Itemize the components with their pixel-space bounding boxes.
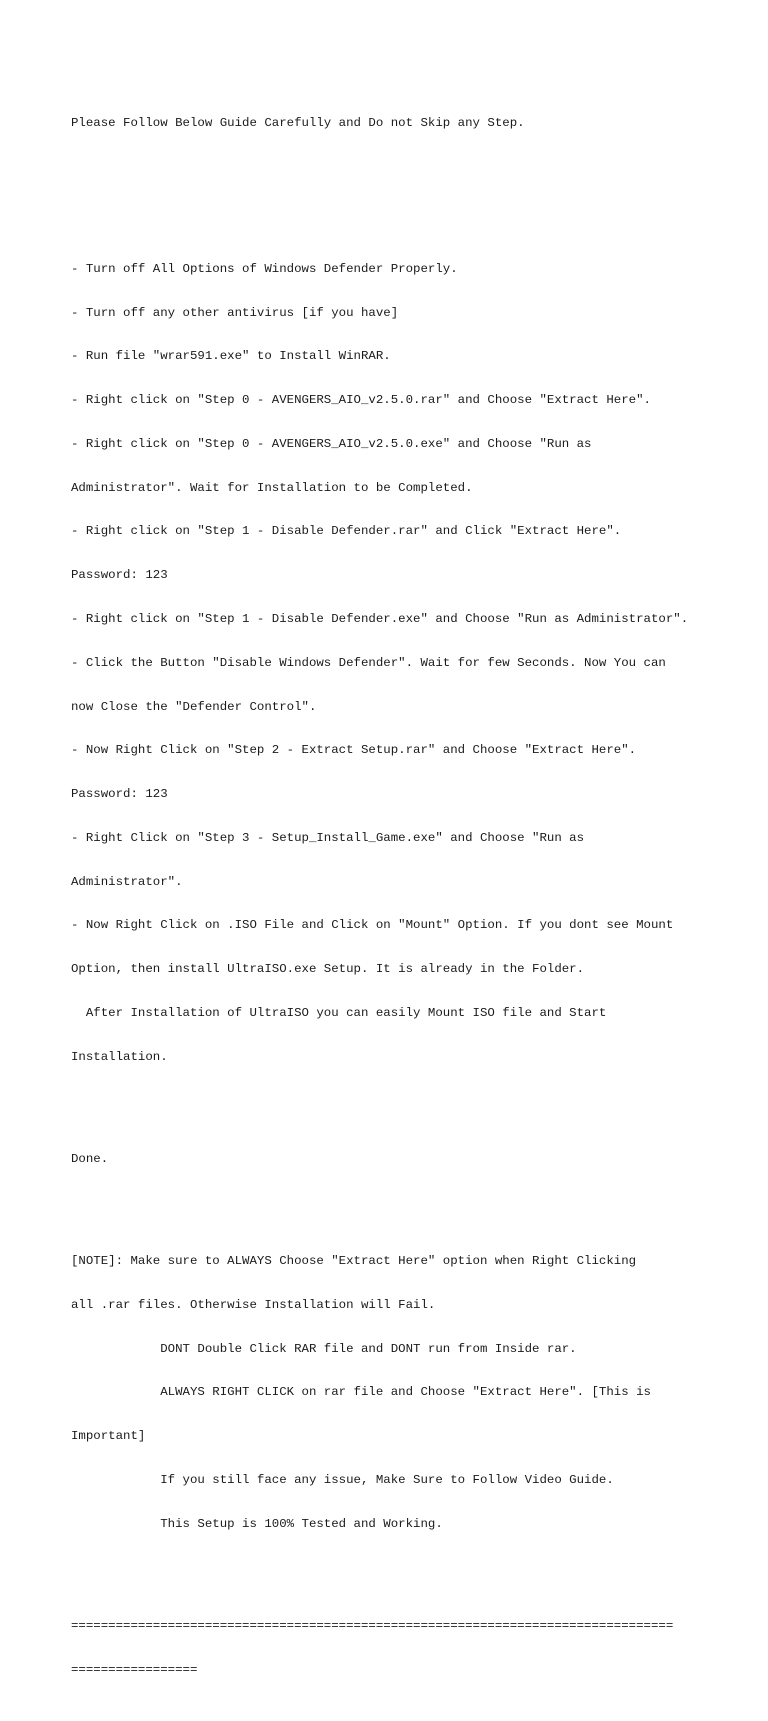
separator-line: =================: [71, 1662, 198, 1677]
separator-line: =================================================================================: [71, 1618, 674, 1633]
step-line: After Installation of UltraISO you can easily Mount ISO file and Start: [71, 1006, 607, 1020]
note-line: DONT Double Click RAR file and DONT run from Inside rar.: [71, 1341, 577, 1356]
step-line: Installation.: [71, 1049, 168, 1064]
password-line: Password: 123: [71, 787, 168, 802]
step-line: Option, then install UltraISO.exe Setup. It is already in the Folder.: [71, 962, 585, 977]
step-line: - Right click on "Step 0 - AVENGERS_AIO_v2.5.0.rar" and Choose "Extract Here".: [71, 393, 651, 408]
step-line: - Right Click on "Step 3 - Setup_Install_Game.exe" and Choose "Run as: [71, 830, 585, 845]
step-line: - Run file "wrar591.exe" to Install WinRAR.: [71, 349, 391, 364]
note-line: This Setup is 100% Tested and Working.: [71, 1516, 443, 1531]
step-line: - Now Right Click on .ISO File and Click on "Mount" Option. If you dont see Mount: [71, 918, 674, 933]
done-text: Done.: [71, 1151, 109, 1166]
step-line: now Close the "Defender Control".: [71, 699, 317, 714]
document-text: [71, 72, 711, 1721]
step-line: - Right click on "Step 1 - Disable Defender.rar" and Click "Extract Here".: [71, 524, 622, 539]
spacer: [71, 1196, 711, 1211]
step-line: - Click the Button "Disable Windows Defender". Wait for few Seconds. Now You can: [71, 655, 666, 670]
step-line: Administrator". Wait for Installation to be Completed.: [71, 480, 473, 495]
spacer: [71, 1575, 711, 1590]
note-line: Important]: [71, 1429, 146, 1444]
step-line: - Right click on "Step 0 - AVENGERS_AIO_v2.5.0.exe" and Choose "Run as: [71, 436, 592, 451]
intro-text: Please Follow Below Guide Carefully and Do not Skip any Step.: [71, 115, 525, 130]
step-line: Administrator".: [71, 874, 183, 889]
spacer: [71, 160, 711, 175]
note-line: all .rar files. Otherwise Installation will Fail.: [71, 1297, 436, 1312]
spacer: [71, 1108, 711, 1123]
note-line: If you still face any issue, Make Sure to Follow Video Guide.: [71, 1473, 614, 1487]
step-line: - Now Right Click on "Step 2 - Extract Setup.rar" and Choose "Extract Here".: [71, 743, 637, 758]
step-line: - Turn off All Options of Windows Defender Properly.: [71, 261, 458, 276]
step-line: - Turn off any other antivirus [if you have]: [71, 305, 399, 320]
step-line: - Right click on "Step 1 - Disable Defender.exe" and Choose "Run as Administrator".: [71, 611, 689, 626]
note-line: ALWAYS RIGHT CLICK on rar file and Choose "Extract Here". [This is: [71, 1385, 651, 1400]
password-line: Password: 123: [71, 568, 168, 583]
spacer: [71, 203, 711, 218]
note-line: [NOTE]: Make sure to ALWAYS Choose "Extract Here" option when Right Clicking: [71, 1254, 637, 1269]
